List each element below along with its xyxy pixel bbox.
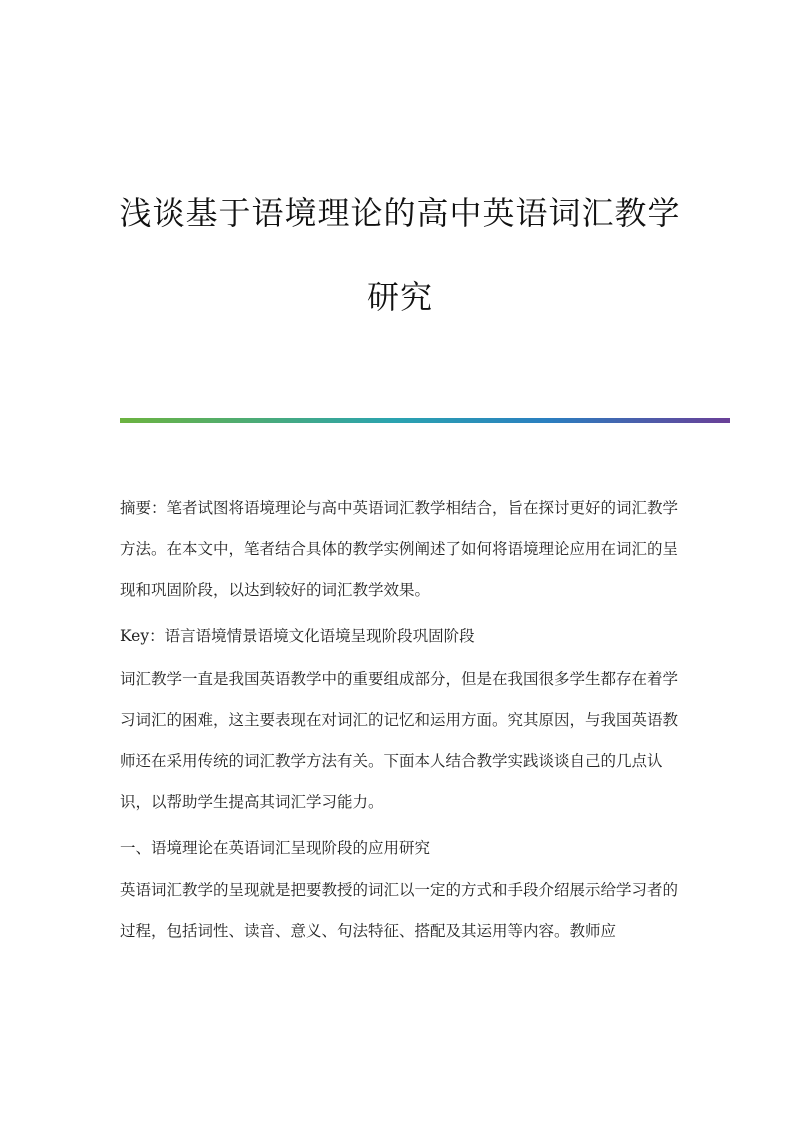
title-divider (120, 418, 730, 423)
abstract-paragraph: 摘要：笔者试图将语境理论与高中英语词汇教学相结合，旨在探讨更好的词汇教学方法。在本文中，笔者结合具体的教学实例阐述了如何将语境理论应用在词汇的呈现和巩固阶段，以达到较好的词汇教学效果。 (120, 499, 679, 599)
body-paragraph-1: 词汇教学一直是我国英语教学中的重要组成部分，但是在我国很多学生都存在着学习词汇的困难，这主要表现在对词汇的记忆和运用方面。究其原因，与我国英语教师还在采用传统的词汇教学方法有关。下面本人结合教学实践谈谈自己的几点认识，以帮助学生提高其词汇学习能力。 (120, 670, 679, 811)
keywords-line: Key：语言语境情景语境文化语境呈现阶段巩固阶段 (120, 627, 475, 645)
document-title-line-2: 研究 (366, 278, 433, 316)
section-heading-1: 一、语境理论在英语词汇呈现阶段的应用研究 (120, 839, 431, 857)
body-paragraph-2: 英语词汇教学的呈现就是把要教授的词汇以一定的方式和手段介绍展示给学习者的过程，包括词性、读音、意义、句法特征、搭配及其运用等内容。教师应 (120, 881, 679, 940)
document-title-line-1: 浅谈基于语境理论的高中英语词汇教学 (119, 194, 681, 232)
